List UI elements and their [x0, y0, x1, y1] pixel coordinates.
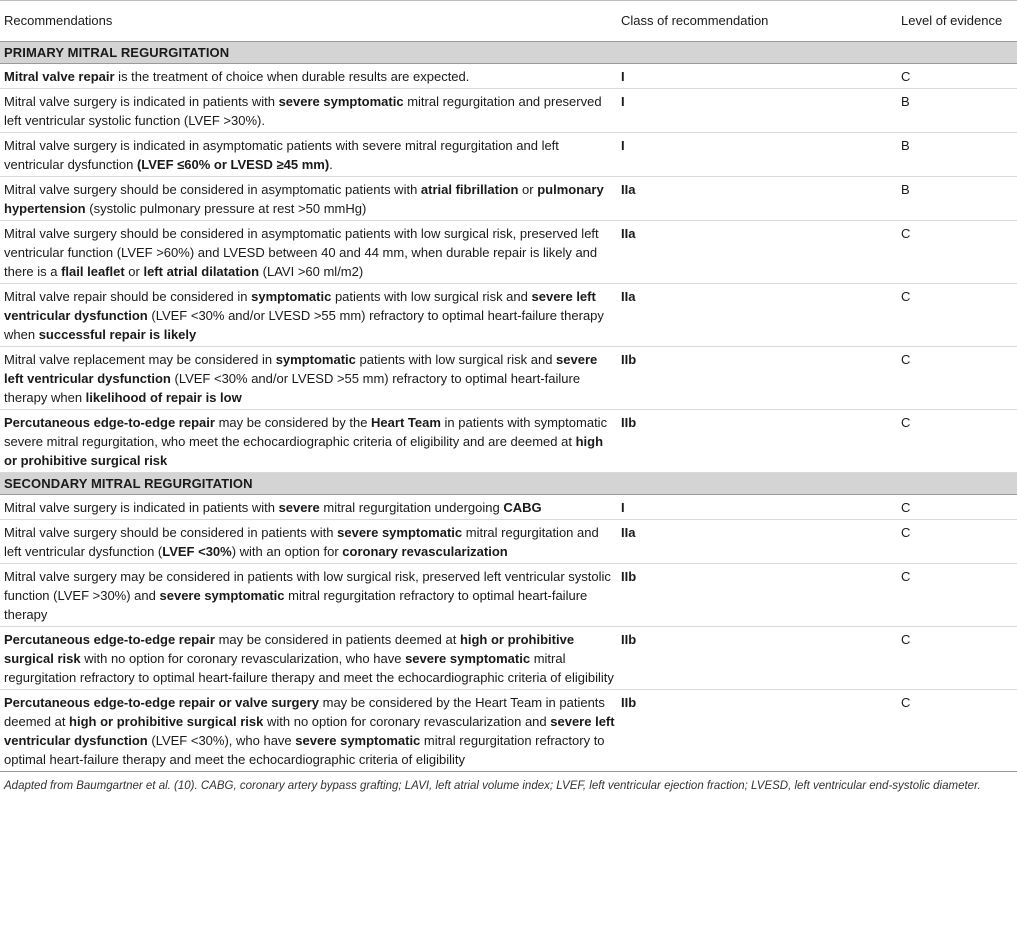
table-row	[0, 177, 1017, 221]
recommendation-emphasis: severe symptomatic	[278, 94, 404, 109]
level-of-evidence: C	[897, 690, 1017, 772]
table-header	[0, 1, 1017, 42]
table-row	[0, 495, 1017, 520]
table-row	[0, 347, 1017, 410]
recommendation-emphasis: high or prohibitive surgical risk	[69, 714, 264, 729]
recommendation-emphasis: severe symptomatic	[405, 651, 531, 666]
class-of-recommendation: IIb	[617, 627, 897, 690]
recommendation-text	[0, 177, 617, 221]
recommendation-emphasis: likelihood of repair is low	[85, 390, 242, 405]
recommendation-text	[0, 133, 617, 177]
recommendation-segment: mitral regurgitation and preserved left ventricular systolic function (LVEF >30%).	[4, 94, 602, 128]
recommendation-text	[0, 410, 617, 473]
class-of-recommendation: IIb	[617, 347, 897, 410]
recommendation-emphasis: severe symptomatic	[159, 588, 285, 603]
level-of-evidence: C	[897, 627, 1017, 690]
recommendation-emphasis: flail leaflet	[61, 264, 125, 279]
level-of-evidence: C	[897, 64, 1017, 89]
recommendation-segment: Mitral valve surgery should be considered in patients with	[4, 525, 338, 540]
recommendation-segment: Mitral valve repair should be considered in	[4, 289, 252, 304]
class-of-recommendation: I	[617, 133, 897, 177]
recommendation-emphasis: severe left ventricular dysfunction	[4, 352, 598, 386]
recommendation-emphasis: severe left ventricular dysfunction	[4, 714, 615, 748]
table-row	[0, 564, 1017, 627]
recommendation-text	[0, 284, 617, 347]
recommendation-segment: (systolic pulmonary pressure at rest >50 mmHg)	[85, 201, 367, 216]
table-row	[0, 627, 1017, 690]
header-level: Level of evidence	[897, 1, 1017, 42]
recommendation-emphasis: Mitral valve repair	[4, 69, 115, 84]
level-of-evidence: C	[897, 284, 1017, 347]
level-of-evidence: C	[897, 221, 1017, 284]
table-row	[0, 133, 1017, 177]
recommendation-emphasis: Heart Team	[371, 415, 441, 430]
recommendation-segment: patients with low surgical risk and	[331, 289, 532, 304]
section-title: SECONDARY MITRAL REGURGITATION	[0, 473, 1017, 495]
level-of-evidence: C	[897, 564, 1017, 627]
recommendation-segment: Mitral valve surgery is indicated in patients with	[4, 94, 279, 109]
level-of-evidence: B	[897, 133, 1017, 177]
recommendation-segment: may be considered by the	[214, 415, 372, 430]
level-of-evidence: B	[897, 177, 1017, 221]
level-of-evidence: C	[897, 410, 1017, 473]
recommendation-emphasis: severe symptomatic	[337, 525, 463, 540]
class-of-recommendation: I	[617, 64, 897, 89]
recommendation-segment: (LAVI >60 ml/m2)	[259, 264, 364, 279]
level-of-evidence: C	[897, 520, 1017, 564]
header-class: Class of recommendation	[617, 1, 897, 42]
recommendation-segment: with no option for coronary revascularization, who have	[80, 651, 406, 666]
recommendation-segment: Mitral valve surgery should be considered in asymptomatic patients with low surgical risk, preserved left ventricular function (LVEF >60%) and LVESD between 40 and 44 mm, when durable repair is likely and there is a	[4, 226, 599, 279]
recommendation-text	[0, 347, 617, 410]
recommendation-segment: may be considered by the Heart Team in patients deemed at	[4, 695, 605, 729]
recommendation-text	[0, 627, 617, 690]
section-title: PRIMARY MITRAL REGURGITATION	[0, 42, 1017, 64]
level-of-evidence: C	[897, 347, 1017, 410]
class-of-recommendation: IIa	[617, 177, 897, 221]
recommendation-segment: or	[518, 182, 538, 197]
recommendation-segment: or	[124, 264, 144, 279]
recommendation-emphasis: severe symptomatic	[295, 733, 421, 748]
class-of-recommendation: IIb	[617, 410, 897, 473]
table-row	[0, 690, 1017, 772]
recommendation-segment: mitral regurgitation undergoing	[319, 500, 504, 515]
recommendation-emphasis: successful repair is likely	[38, 327, 197, 342]
recommendation-emphasis: high or prohibitive surgical risk	[4, 632, 575, 666]
recommendation-text	[0, 564, 617, 627]
recommendation-emphasis: CABG	[503, 500, 542, 515]
recommendation-text	[0, 221, 617, 284]
class-of-recommendation: I	[617, 89, 897, 133]
recommendation-segment: in patients with symptomatic severe mitral regurgitation, who meet the echocardiographic criteria of eligibility and are deemed at	[4, 415, 608, 449]
recommendation-segment: Mitral valve surgery may be considered in patients with low surgical risk, preserved left ventricular systolic function (LVEF >30%) and	[4, 569, 611, 603]
recommendation-emphasis: (LVEF ≤60% or LVESD ≥45 mm)	[136, 157, 330, 172]
table-row	[0, 89, 1017, 133]
recommendation-segment: mitral regurgitation and left ventricular dysfunction (	[4, 525, 599, 559]
recommendation-segment: is the treatment of choice when durable results are expected.	[114, 69, 470, 84]
table-row	[0, 520, 1017, 564]
section-header	[0, 42, 1017, 64]
recommendation-emphasis: severe	[278, 500, 320, 515]
recommendation-emphasis: coronary revascularization	[342, 544, 508, 559]
recommendation-emphasis: symptomatic	[275, 352, 356, 367]
recommendation-emphasis: LVEF <30%	[162, 544, 232, 559]
recommendation-segment: patients with low surgical risk and	[355, 352, 557, 367]
recommendation-segment: Mitral valve surgery should be considered in asymptomatic patients with	[4, 182, 421, 197]
recommendation-emphasis: pulmonary hypertension	[4, 182, 604, 216]
recommendation-segment: with no option for coronary revascularization and	[263, 714, 551, 729]
recommendation-text	[0, 520, 617, 564]
recommendation-segment: (LVEF <30%), who have	[147, 733, 296, 748]
section-header	[0, 473, 1017, 495]
level-of-evidence: B	[897, 89, 1017, 133]
recommendation-segment: .	[329, 157, 333, 172]
recommendation-emphasis: Percutaneous edge-to-edge repair	[4, 415, 215, 430]
recommendation-segment: mitral regurgitation refractory to optimal heart-failure therapy and meet the echocardiographic criteria of eligibility	[4, 733, 605, 767]
recommendation-segment: mitral regurgitation refractory to optimal heart-failure therapy and meet the echocardiographic criteria of eligibility	[4, 651, 614, 685]
table-row	[0, 64, 1017, 89]
recommendation-segment: (LVEF <30% and/or LVESD >55 mm) refractory to optimal heart-failure therapy when	[4, 308, 604, 342]
recommendation-emphasis: severe left ventricular dysfunction	[4, 289, 596, 323]
recommendation-segment: may be considered in patients deemed at	[214, 632, 460, 647]
level-of-evidence: C	[897, 495, 1017, 520]
recommendation-emphasis: symptomatic	[251, 289, 332, 304]
recommendation-emphasis: atrial fibrillation	[420, 182, 519, 197]
class-of-recommendation: IIa	[617, 221, 897, 284]
class-of-recommendation: I	[617, 495, 897, 520]
table-footnote: Adapted from Baumgartner et al. (10). CABG, coronary artery bypass grafting; LAVI, left atrial volume index; LVEF, left ventricular ejection fraction; LVESD, left ventricular end-systolic diameter.	[4, 780, 981, 792]
recommendation-segment: (LVEF <30% and/or LVESD >55 mm) refractory to optimal heart-failure therapy when	[4, 371, 581, 405]
class-of-recommendation: IIa	[617, 520, 897, 564]
table-row	[0, 284, 1017, 347]
class-of-recommendation: IIb	[617, 690, 897, 772]
recommendation-segment: Mitral valve replacement may be considered in	[4, 352, 276, 367]
table-row	[0, 410, 1017, 473]
class-of-recommendation: IIb	[617, 564, 897, 627]
recommendation-emphasis: left atrial dilatation	[143, 264, 260, 279]
recommendation-emphasis: Percutaneous edge-to-edge repair or valve surgery	[4, 695, 319, 710]
class-of-recommendation: IIa	[617, 284, 897, 347]
table-body	[0, 42, 1017, 772]
recommendation-emphasis: Percutaneous edge-to-edge repair	[4, 632, 215, 647]
recommendation-segment: Mitral valve surgery is indicated in patients with	[4, 500, 279, 515]
recommendation-segment: ) with an option for	[231, 544, 343, 559]
recommendation-text	[0, 89, 617, 133]
recommendation-text	[0, 495, 617, 520]
recommendation-text	[0, 64, 617, 89]
header-recommendations: Recommendations	[0, 1, 617, 42]
recommendation-emphasis: high or prohibitive surgical risk	[4, 434, 604, 468]
recommendation-text	[0, 690, 617, 772]
recommendation-segment: Mitral valve surgery is indicated in asymptomatic patients with severe mitral regurgitation and left ventricular dysfunction	[4, 138, 559, 172]
recommendation-segment: mitral regurgitation refractory to optimal heart-failure therapy	[4, 588, 588, 622]
table-row	[0, 221, 1017, 284]
